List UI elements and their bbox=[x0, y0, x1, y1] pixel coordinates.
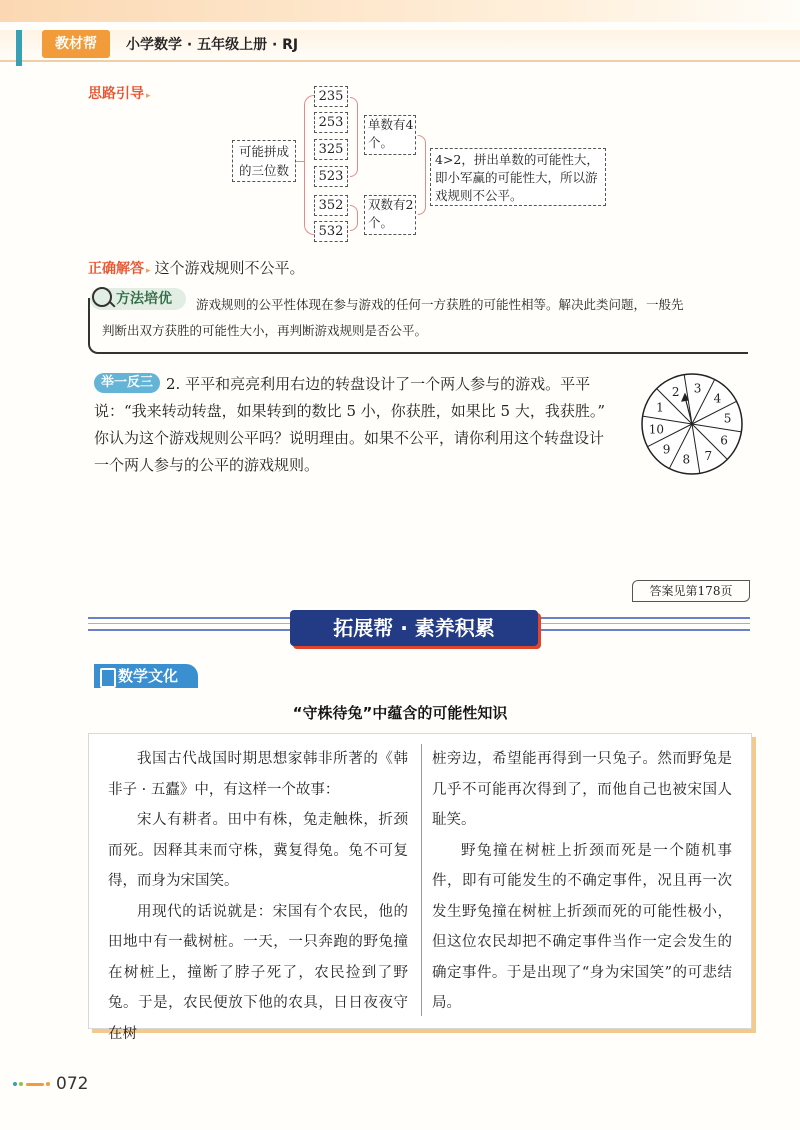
math-culture-badge: 数学文化 bbox=[94, 664, 198, 688]
answer-text: 这个游戏规则不公平。 bbox=[154, 259, 305, 277]
article-right-column bbox=[432, 744, 732, 1019]
spinner-wheel bbox=[640, 372, 744, 476]
number-box: 325 bbox=[314, 139, 348, 160]
column-divider bbox=[421, 744, 422, 1016]
answer-reference: 答案见第178页 bbox=[632, 580, 750, 602]
article-left-column bbox=[108, 744, 408, 1049]
spinner-label: 9 bbox=[662, 442, 671, 457]
diagram-brace-odd bbox=[350, 97, 358, 177]
number-box: 352 bbox=[314, 195, 348, 216]
diagram-root-box: 可能拼成的三位数 bbox=[232, 140, 296, 182]
practice-line-3: 你认为这个游戏规则公平吗？说明理由。如果不公平，请你利用这个转盘设计 bbox=[94, 429, 605, 447]
method-line-2: 判断出双方获胜的可能性大小，再判断游戏规则是否公平。 bbox=[102, 323, 428, 338]
number-box: 532 bbox=[314, 221, 348, 242]
extension-banner: 拓展帮 · 素养积累 bbox=[290, 610, 538, 646]
answer-label: 正确解答 bbox=[88, 261, 144, 277]
page-title: 小学数学 · 五年级上册 · RJ bbox=[126, 37, 299, 53]
header-tab: 教材帮 bbox=[42, 30, 110, 58]
answer-row: 正确解答 ▸ 这个游戏规则不公平。 bbox=[88, 259, 305, 277]
practice-line-4: 一个两人参与的公平的游戏规则。 bbox=[94, 456, 320, 474]
practice-text bbox=[94, 371, 634, 479]
spinner-label: 6 bbox=[720, 433, 728, 448]
article-paragraph: 我国古代战国时期思想家韩非所著的《韩非子 · 五蠹》中，有这样一个故事： bbox=[108, 751, 408, 798]
number-box: 235 bbox=[314, 86, 348, 107]
article-paragraph: 用现代的话说就是：宋国有个农民，他的田地中有一截树桩。一天，一只奔跑的野兔撞在树桩上，撞断了脖子死了，农民捡到了野兔。于是，农民便放下他的农具，日日夜夜守在树 bbox=[108, 903, 408, 1042]
article-title: “守株待兔”中蕴含的可能性知识 bbox=[292, 704, 508, 722]
spinner-label: 2 bbox=[671, 384, 680, 399]
magnifier-icon bbox=[92, 287, 112, 307]
practice-line-1: 2. 平平和亮亮利用右边的转盘设计了一个两人参与的游戏。平平 bbox=[166, 375, 591, 393]
article-paragraph: 野兔撞在树桩上折颈而死是一个随机事件，即有可能发生的不确定事件，况且再一次发生野兔撞在树桩上折颈而死的可能性极小，但这位农民却把不确定事件当作一定会发生的确定事件。于是出现了“身为宋国笑”的可悲结局。 bbox=[432, 842, 732, 1011]
spinner-label: 8 bbox=[682, 452, 691, 467]
diagram-brace-even bbox=[350, 205, 358, 231]
spinner-label: 4 bbox=[713, 391, 722, 406]
spinner-label: 10 bbox=[648, 422, 665, 437]
practice-line-2: 说：“我来转动转盘，如果转到的数比 5 小，你获胜，如果比 5 大，我获胜。” bbox=[94, 402, 605, 420]
footer-dots-icon bbox=[12, 1081, 52, 1087]
header-band bbox=[0, 30, 800, 62]
spinner-label: 3 bbox=[693, 381, 702, 396]
page-number: 072 bbox=[56, 1074, 89, 1094]
method-badge: 方法培优 bbox=[90, 288, 186, 310]
article-paragraph: 宋人有耕者。田中有株，兔走触株，折颈而死。因释其耒而守株，冀复得兔。兔不可复得，而身为宋国笑。 bbox=[108, 812, 408, 889]
conclusion-box: 4>2，拼出单数的可能性大，即小军赢的可能性大，所以游戏规则不公平。 bbox=[430, 148, 606, 206]
diagram-connector bbox=[296, 161, 304, 162]
number-box: 253 bbox=[314, 112, 348, 133]
spinner-label: 7 bbox=[704, 449, 713, 464]
odd-note-box: 单数有4个。 bbox=[364, 115, 416, 155]
even-note-box: 双数有2个。 bbox=[364, 195, 416, 235]
reasoning-label: 思路引导 ▸ bbox=[88, 86, 151, 102]
diagram-brace-main bbox=[304, 95, 314, 235]
number-box: 523 bbox=[314, 166, 348, 187]
diagram-brace-conclusion bbox=[418, 135, 426, 215]
spinner-label: 5 bbox=[723, 411, 732, 426]
spinner-label: 1 bbox=[656, 400, 664, 415]
method-line-1: 游戏规则的公平性体现在参与游戏的任何一方获胜的可能性相等。解决此类问题，一般先 bbox=[196, 297, 684, 312]
practice-badge: 举一反三 bbox=[94, 373, 160, 393]
top-color-strip bbox=[0, 0, 800, 22]
article-paragraph: 桩旁边，希望能再得到一只兔子。然而野兔是几乎不可能再次得到了，而他自己也被宋国人耻笑。 bbox=[432, 751, 732, 828]
